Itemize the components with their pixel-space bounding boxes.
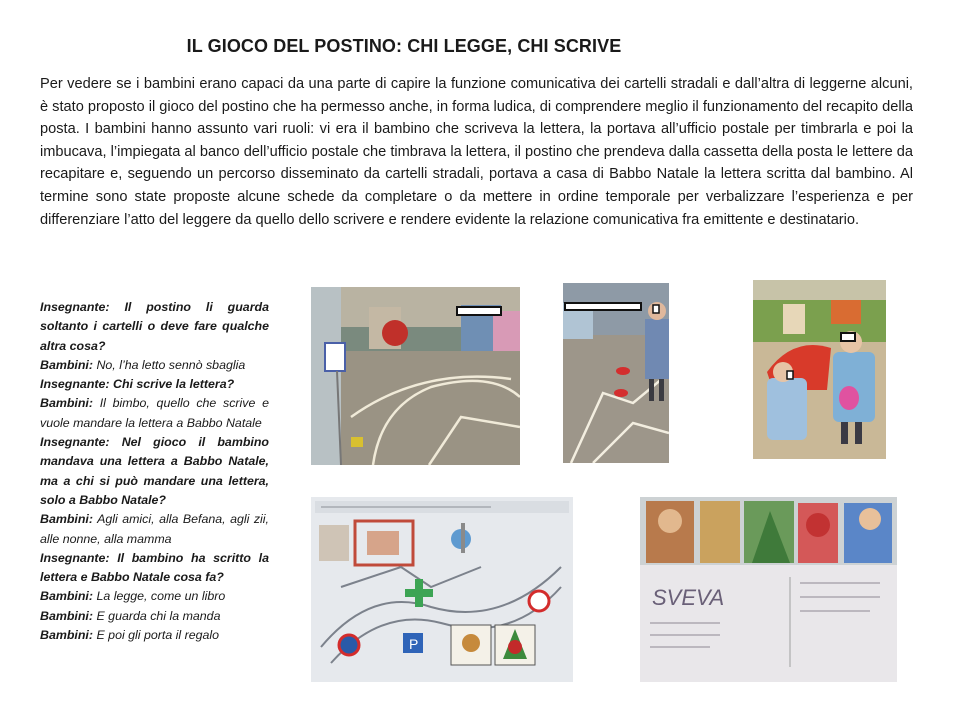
- dialogue-line: Insegnante: Nel gioco il bambino mandava una lettera a Babbo Natale, ma a chi si può mandare una lettera, solo a Babbo Natale?: [40, 435, 269, 507]
- photo-postman-child: [563, 283, 669, 463]
- dialogue-line: Insegnante: Il postino li guarda soltanto i cartelli o deve fare qualche altra cosa?: [40, 300, 269, 353]
- dialogue-line: Insegnante: Chi scrive la lettera?: [40, 377, 235, 392]
- intro-paragraph: Per vedere se i bambini erano capaci da una parte di capire la funzione comunicativa dei cartelli stradali e dall’altra di leggerne alcuni, è stato proposto il gioco del postino che ha permesso anche, in forma ludica, di comprendere meglio il funzionamento del recapito della posta. I bambini hanno assunto vari ruoli: vi era il bambino che scriveva la lettera, la portava all’ufficio postale per timbrarla e poi la imbucava, l’impiegata al banco dell’ufficio postale che timbrava la lettera, il postino che prendeva dalla cassetta della posta le lettere da recapitare e, seguendo un percorso disseminato da cartelli stradali, portava a casa di Babbo Natale la lettera scritta dal bambino. Al termine sono state proposte alcune schede da completare o da mettere in ordine temporale per verbalizzare l’esperienza e per differenziare l’atto del leggere da quello dello scrivere e rendere evidente la relazione comunicativa fra emittente e destinatario.: [40, 76, 913, 228]
- svg-text:P: P: [409, 636, 419, 652]
- dialogue-line: Bambini: Il bimbo, quello che scrive e vuole mandare la lettera a Babbo Natale: [40, 396, 269, 430]
- dialogue-line: Bambini: La legge, come un libro: [40, 589, 226, 604]
- photo-worksheet-path: [311, 497, 573, 682]
- page-title: IL GIOCO DEL POSTINO: CHI LEGGE, CHI SCRIVE: [186, 36, 622, 56]
- dialogue-line: Bambini: E guarda chi la manda: [40, 608, 221, 623]
- dialogue-line: Bambini: No, l’ha letto sennò sbaglia: [40, 357, 246, 372]
- photo-worksheet-drawing: [640, 497, 897, 682]
- dialogue-transcript: [40, 298, 269, 645]
- dialogue-line: Bambini: E poi gli porta il regalo: [40, 628, 220, 643]
- dialogue-line: Insegnante: Il bambino ha scritto la lettera e Babbo Natale cosa fa?: [40, 550, 269, 585]
- dialogue-line: Bambini: Agli amici, alla Befana, agli zii, alle nonne, alla mamma: [40, 512, 269, 546]
- worksheet-name: SVEVA: [652, 585, 725, 610]
- photo-children-reading: [753, 280, 886, 459]
- photo-classroom-path: [311, 287, 520, 465]
